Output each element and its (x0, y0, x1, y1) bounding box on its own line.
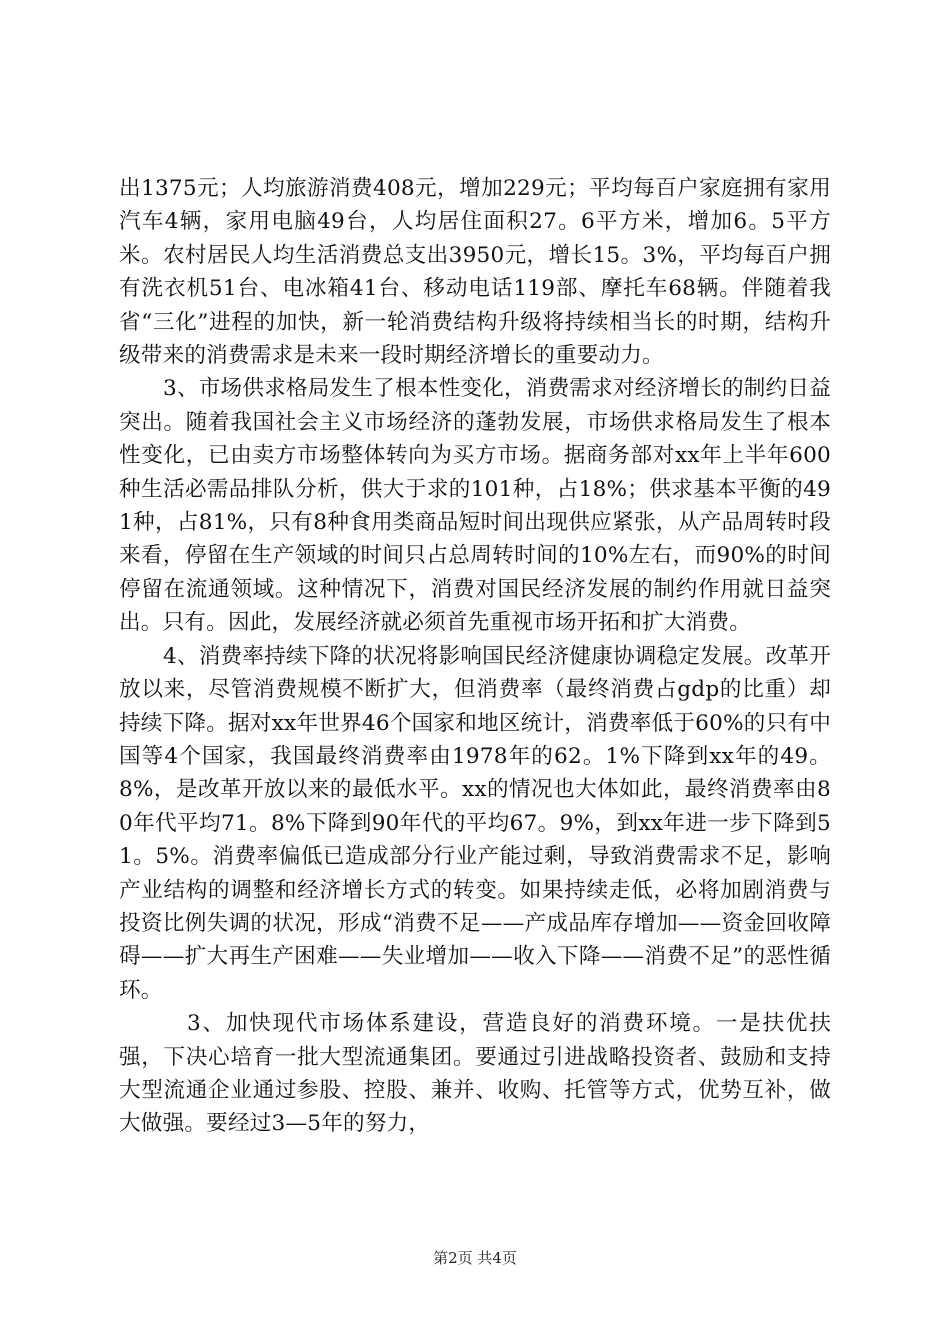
paragraph-modern-market-system: 3、加快现代市场体系建设，营造良好的消费环境。一是扶优扶强，下决心培育一批大型流通集团。要通过引进战略投资者、鼓励和支持大型流通企业通过参股、控股、兼并、收购、托管等方式，优势互补，做大做强。要经过3—5年的努力， (119, 1011, 831, 1137)
paragraph-consumption-rate: 4、消费率持续下降的状况将影响国民经济健康协调稳定发展。改革开放以来，尽管消费规模不断扩大，但消费率（最终消费占gdp的比重）却持续下降。据对xx年世界46个国家和地区统计，消费率低于60%的只有中国等4个国家，我国最终消费率由1978年的62。1%下降到xx年的49。8%，是改革开放以来的最低水平。xx的情况也大体如此，最终消费率由80年代平均71。8%下降到90年代的平均67。9%，到xx年进一步下降到51。5%。消费率偏低已造成部分行业产能过剩，导致消费需求不足，影响产业结构的调整和经济增长方式的转变。如果持续走低，必将加剧消费与投资比例失调的状况，形成“消费不足——产成品库存增加——资金回收障碍——扩大再生产困难——失业增加——收入下降——消费不足”的恶性循环。 (119, 643, 831, 1003)
paragraph-continued: 出1375元；人均旅游消费408元，增加229元；平均每百户家庭拥有家用汽车4辆，家用电脑49台，人均居住面积27。6平方米，增加6。5平方米。农村居民人均生活消费总支出3950元，增长15。3%，平均每百户拥有洗衣机51台、电冰箱41台、移动电话119部、摩托车68辆。伴随着我省“三化”进程的加快，新一轮消费结构升级将持续相当长的时期，结构升级带来的消费需求是未来一段时期经济增长的重要动力。 (119, 176, 831, 369)
document-body (119, 172, 831, 1141)
page-number-footer: 第2页 共4页 (433, 1249, 517, 1267)
paragraph-market-supply-demand: 3、市场供求格局发生了根本性变化，消费需求对经济增长的制约日益突出。随着我国社会主义市场经济的蓬勃发展，市场供求格局发生了根本性变化，已由卖方市场整体转向为买方市场。据商务部对xx年上半年600种生活必需品排队分析，供大于求的101种，占18%；供求基本平衡的491种，占81%，只有8种食用类商品短时间出现供应紧张，从产品周转时段来看，停留在生产领域的时间只占总周转时间的10%左右，而90%的时间停留在流通领域。这种情况下，消费对国民经济发展的制约作用就日益突出。只有。因此，发展经济就必须首先重视市场开拓和扩大消费。 (119, 376, 831, 636)
